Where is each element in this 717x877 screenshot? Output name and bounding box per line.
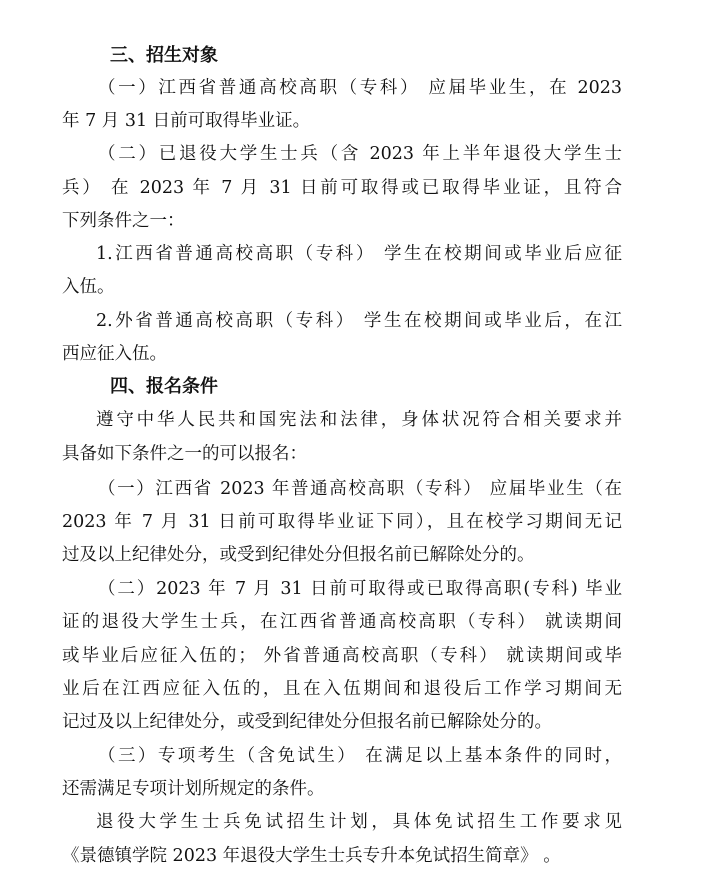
paragraph-line: 过及以上纪律处分，或受到纪律处分但报名前已解除处分的。 (62, 545, 535, 565)
paragraph-line: 具备如下条件之一的可以报名： (62, 444, 307, 464)
paragraph-line: 年 7 月 31 日前可取得毕业证。 (62, 111, 311, 131)
paragraph-line: 遵守中华人民共和国宪法和法律，身体状况符合相关要求并 (96, 410, 622, 430)
paragraph-line: 还需满足专项计划所规定的条件。 (62, 779, 325, 799)
paragraph-line: 证的退役大学生士兵，在江西省普通高校高职（专科） 就读期间 (62, 612, 622, 632)
paragraph-line: 《景德镇学院 2023 年退役大学生士兵专升本免试招生简章》 。 (62, 846, 561, 866)
paragraph-line: （一）江西省普通高校高职（专科） 应届毕业生，在 2023 (98, 78, 622, 98)
paragraph-line: （二）已退役大学生士兵（含 2023 年上半年退役大学生士 (98, 144, 622, 164)
paragraph-line: 记过及以上纪律处分，或受到纪律处分但报名前已解除处分的。 (62, 712, 552, 732)
section-heading-enrollment-target: 三、招生对象 (110, 45, 218, 66)
paragraph-line: 2023 年 7 月 31 日前可取得毕业证下同），且在校学习期间无记 (62, 512, 622, 532)
section-heading-application-conditions: 四、报名条件 (110, 376, 218, 397)
paragraph-line: （一）江西省 2023 年普通高校高职（专科） 应届毕业生（在 (98, 479, 622, 499)
paragraph-line: 2.外省普通高校高职（专科） 学生在校期间或毕业后，在江 (96, 311, 622, 331)
paragraph-line: 入伍。 (62, 277, 115, 297)
paragraph-line: 1.江西省普通高校高职（专科） 学生在校期间或毕业后应征 (96, 244, 622, 264)
paragraph-line: 或毕业后应征入伍的； 外省普通高校高职（专科） 就读期间或毕 (62, 646, 622, 666)
paragraph-line: 退役大学生士兵免试招生计划，具体免试招生工作要求见 (96, 812, 622, 832)
paragraph-line: 兵） 在 2023 年 7 月 31 日前可取得或已取得毕业证，且符合 (62, 178, 622, 198)
paragraph-line: 业后在江西应征入伍的，且在入伍期间和退役后工作学习期间无 (62, 679, 622, 699)
paragraph-line: （三）专项考生（含免试生） 在满足以上基本条件的同时， (98, 746, 622, 766)
paragraph-line: （二）2023 年 7 月 31 日前可取得或已取得高职(专科) 毕业 (98, 579, 622, 599)
paragraph-line: 下列条件之一： (62, 211, 185, 231)
paragraph-line: 西应征入伍。 (62, 344, 167, 364)
